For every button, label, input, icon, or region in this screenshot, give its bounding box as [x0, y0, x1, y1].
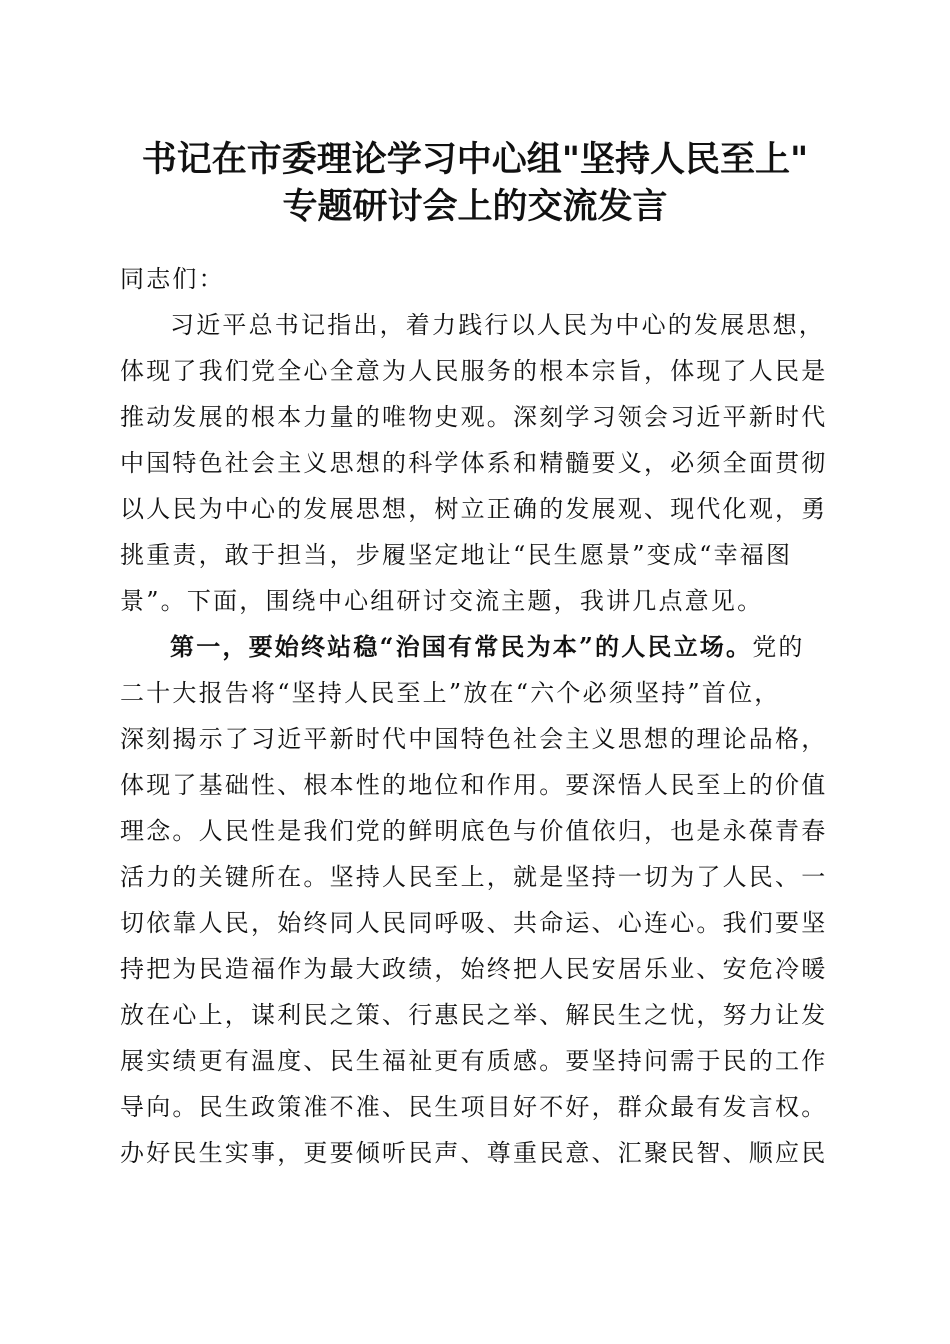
paragraph-1-line: 以人民为中心的发展思想，树立正确的发展观、现代化观，勇 — [120, 495, 828, 523]
paragraph-1-line: 中国特色社会主义思想的科学体系和精髓要义，必须全面贯彻 — [120, 449, 828, 477]
paragraph-2-line: 办好民生实事，更要倾听民声、尊重民意、汇聚民智、顺应民 — [120, 1139, 828, 1167]
paragraph-2-first-line — [120, 624, 832, 670]
paragraph-1-line: 推动发展的根本力量的唯物史观。深刻学习领会习近平新时代 — [120, 403, 828, 431]
paragraph-2-line: 切依靠人民，始终同人民同呼吸、共命运、心连心。我们要坚 — [120, 909, 828, 937]
paragraph-1 — [120, 302, 832, 624]
paragraph-1-line: 习近平总书记指出，着力践行以人民为中心的发展思想， — [170, 311, 825, 339]
paragraph-2-line: 导向。民生政策准不准、民生项目好不好，群众最有发言权。 — [120, 1093, 828, 1121]
paragraph-2-line: 理念。人民性是我们党的鲜明底色与价值依归，也是永葆青春 — [120, 817, 828, 845]
paragraph-2-line: 深刻揭示了习近平新时代中国特色社会主义思想的理论品格， — [120, 725, 828, 753]
greeting: 同志们： — [120, 265, 225, 293]
paragraph-2-line: 持把为民造福作为最大政绩，始终把人民安居乐业、安危冷暖 — [120, 955, 828, 983]
paragraph-2-line: 二十大报告将“坚持人民至上”放在“六个必须坚持”首位， — [120, 679, 781, 707]
paragraph-1-line: 挑重责，敢于担当，步履坚定地让“民生愿景”变成“幸福图 — [120, 541, 793, 569]
paragraph-2-line: 体现了基础性、根本性的地位和作用。要深悟人民至上的价值 — [120, 771, 828, 799]
document-title-line-2: 专题研讨会上的交流发言 — [282, 186, 668, 227]
document-title-line-1: 书记在市委理论学习中心组"坚持人民至上" — [141, 139, 809, 180]
paragraph-2-line: 活力的关键所在。坚持人民至上，就是坚持一切为了人民、一 — [120, 863, 828, 891]
paragraph-2-line: 放在心上，谋利民之策、行惠民之举、解民生之忧，努力让发 — [120, 1001, 828, 1029]
paragraph-2 — [120, 624, 832, 1176]
paragraph-2-first-tail: 党的 — [752, 633, 805, 661]
paragraph-1-line: 景”。下面，围绕中心组研讨交流主题，我讲几点意见。 — [120, 587, 764, 615]
document-body — [120, 252, 832, 1176]
section-heading: 第一，要始终站稳“治国有常民为本”的人民立场。 — [170, 632, 753, 661]
paragraph-1-line: 体现了我们党全心全意为人民服务的根本宗旨，体现了人民是 — [120, 357, 828, 385]
paragraph-2-line: 展实绩更有温度、民生福祉更有质感。要坚持问需于民的工作 — [120, 1047, 828, 1075]
